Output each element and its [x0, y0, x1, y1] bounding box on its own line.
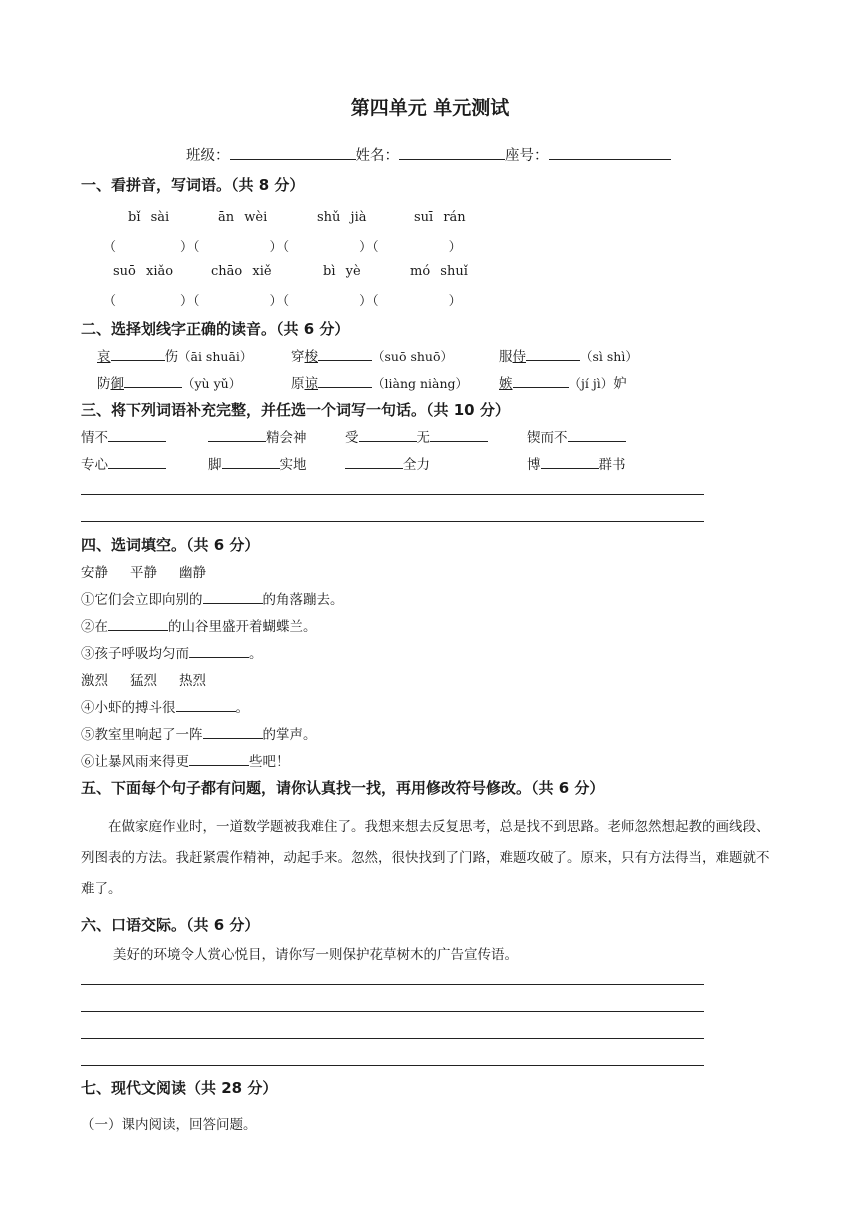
pronunciation-item-2: 穿梭 （suō shuō）	[291, 345, 453, 365]
seat-label: 座号：	[505, 148, 549, 165]
name-field[interactable]	[399, 144, 505, 160]
class-field[interactable]	[230, 144, 356, 160]
section-3-heading: 三、将下列词语补充完整，并任选一个词写一句话。（共 10 分）	[81, 401, 510, 419]
writing-line[interactable]	[81, 521, 704, 522]
name-label: 姓名：	[355, 148, 399, 165]
student-info-line	[186, 144, 671, 165]
pinyin-7: bì yè	[323, 264, 361, 279]
pinyin-4: suī rán	[414, 210, 466, 225]
writing-line[interactable]	[81, 1065, 704, 1066]
section-5-heading: 五、下面每个句子都有问题，请你认真找一找，再用修改符号修改。（共 6 分）	[81, 779, 605, 797]
idiom-1: 情不	[81, 426, 166, 446]
page-title: 第四单元 单元测试	[350, 97, 510, 119]
answer-parens-row-1[interactable]: （ ）（ ）（ ）（ ）	[103, 240, 462, 255]
subsection-1-label: （一）课内阅读，回答问题。	[81, 1117, 257, 1133]
fill-question-6: ⑥让暴风雨来得更 些吧！	[81, 750, 290, 770]
section-6-heading: 六、口语交际。（共 6 分）	[81, 916, 260, 934]
oral-prompt: 美好的环境令人赏心悦目，请你写一则保护花草树木的广告宣传语。	[113, 947, 518, 963]
pronunciation-item-1: 哀 伤（āi shuāi）	[97, 345, 252, 365]
fill-question-5: ⑤教室里响起了一阵 的掌声。	[81, 723, 317, 743]
pinyin-1: bǐ sài	[128, 210, 170, 225]
pinyin-8: mó shuǐ	[410, 264, 468, 279]
pronunciation-item-3: 服侍 （sì shì）	[499, 345, 638, 365]
correction-paragraph: 在做家庭作业时，一道数学题被我难住了。我想来想去反复思考，总是找不到思路。老师忽然想起教的画线段、列图表的方法。我赶紧震作精神，动起手来。忽然，很快找到了门路，难题攻破了。原来，只有方法得当，难题就不难了。	[81, 819, 770, 897]
idiom-7: 全力	[345, 453, 430, 473]
pinyin-5: suō xiǎo	[113, 264, 174, 279]
fill-question-3: ③孩子呼吸均匀而 。	[81, 642, 263, 662]
fill-question-1: ①它们会立即向别的 的角落蹦去。	[81, 588, 344, 608]
writing-line[interactable]	[81, 1038, 704, 1039]
fill-question-2: ②在 的山谷里盛开着蝴蝶兰。	[81, 615, 317, 635]
idiom-5: 专心	[81, 453, 166, 473]
writing-line[interactable]	[81, 984, 704, 985]
word-choices-2: 激烈 猛烈 热烈	[81, 673, 206, 689]
section-2-heading: 二、选择划线字正确的读音。（共 6 分）	[81, 320, 350, 338]
section-1-heading: 一、看拼音，写词语。（共 8 分）	[81, 176, 305, 194]
pinyin-2: ān wèi	[218, 210, 268, 225]
fill-question-4: ④小虾的搏斗很 。	[81, 696, 249, 716]
writing-line[interactable]	[81, 1011, 704, 1012]
idiom-2: 精会神	[208, 426, 307, 446]
idiom-8: 博 群书	[527, 453, 626, 473]
writing-line[interactable]	[81, 494, 704, 495]
idiom-3: 受 无	[345, 426, 488, 446]
seat-field[interactable]	[549, 144, 671, 160]
section-7-heading: 七、现代文阅读（共 28 分）	[81, 1079, 278, 1097]
pinyin-6: chāo xiě	[211, 264, 272, 279]
pronunciation-item-5: 原谅 （liàng niàng）	[291, 372, 468, 392]
idiom-6: 脚 实地	[208, 453, 307, 473]
pronunciation-item-4: 防御 （yù yǔ）	[97, 372, 241, 392]
answer-parens-row-2[interactable]: （ ）（ ）（ ）（ ）	[103, 294, 462, 309]
pinyin-3: shǔ jià	[317, 210, 367, 225]
word-choices-1: 安静 平静 幽静	[81, 565, 206, 581]
class-label: 班级：	[186, 148, 230, 165]
section-4-heading: 四、选词填空。（共 6 分）	[81, 536, 260, 554]
idiom-4: 锲而不	[527, 426, 626, 446]
pronunciation-item-6: 嫉 （jí jì）妒	[499, 372, 627, 392]
